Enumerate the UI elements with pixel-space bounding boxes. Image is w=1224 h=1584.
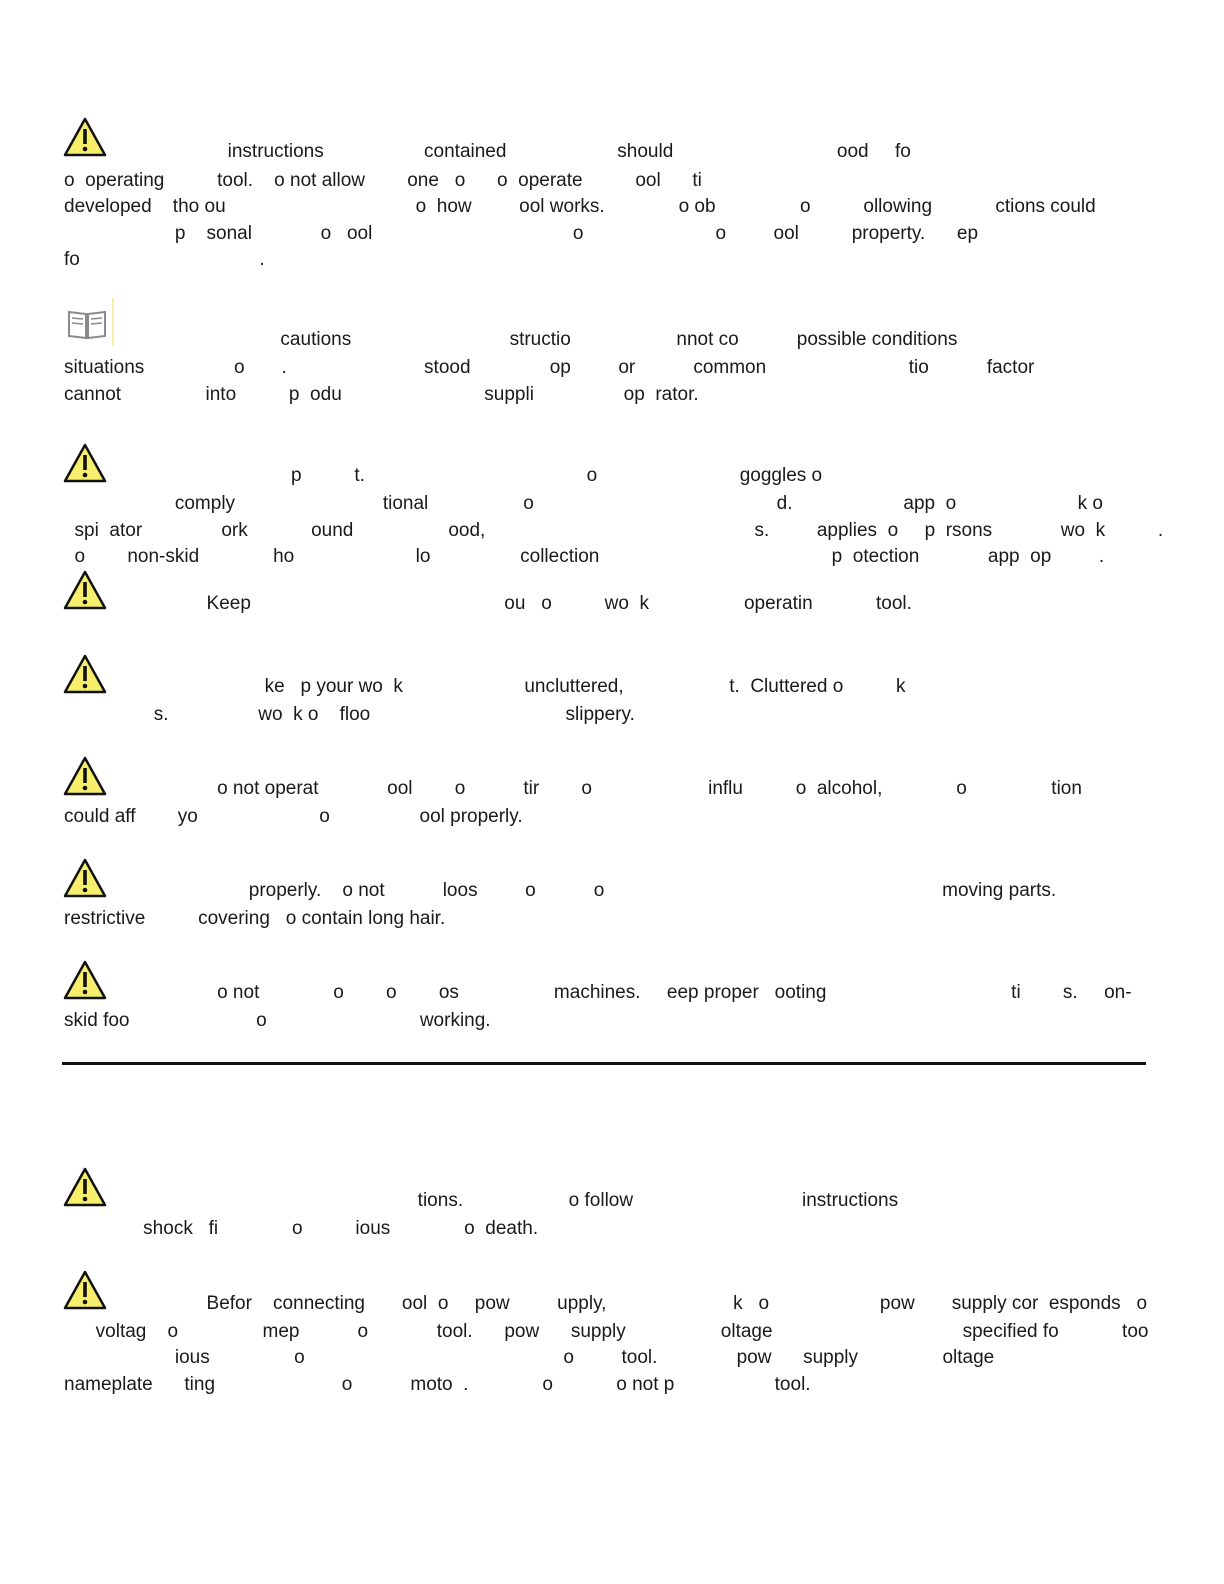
text-line: nameplate ting o moto . o o not p tool.	[64, 1374, 811, 1395]
text-line: o operating tool. o not allow one o o operate ool ti	[64, 170, 702, 191]
text-line: fo .	[64, 249, 265, 270]
text-line: developed tho ou o how ool works. o ob o ollowing ctions could	[64, 196, 1096, 217]
text-line: p sonal o ool o o ool property. ep	[64, 223, 979, 244]
text-line: properly. o not loos o o moving parts.	[64, 880, 1057, 901]
text-line: cautions structio nnot co possible conditions	[64, 329, 958, 350]
text-line: o not operat ool o tir o influ o alcohol, o tion	[64, 778, 1082, 799]
text-line: Keep ou o wo k operatin tool.	[64, 593, 912, 614]
text-line: skid foo o working.	[64, 1010, 491, 1031]
text-line: s. wo k o floo slippery.	[64, 704, 635, 725]
text-line: Befor connecting ool o pow upply, k o pow supply cor esponds o	[64, 1293, 1148, 1314]
text-line: instructions contained should ood fo	[64, 141, 911, 162]
text-line: comply tional o d. app o k o	[64, 493, 1103, 514]
text-line: could aff yo o ool properly.	[64, 806, 523, 827]
text-line: spi ator ork ound ood, s. applies o p rsons wo k .	[64, 520, 1164, 541]
text-line: tions. o follow instructions	[64, 1190, 899, 1211]
text-line: o not o o os machines. eep proper ooting ti s. on-	[64, 982, 1132, 1003]
text-line: p t. o goggles o	[64, 465, 823, 486]
text-line: o non-skid ho lo collection p otection app op .	[64, 546, 1105, 567]
text-line: restrictive covering o contain long hair.	[64, 908, 446, 929]
section-divider	[62, 1062, 1146, 1065]
text-line: voltag o mep o tool. pow supply oltage specified fo too	[64, 1321, 1149, 1342]
text-line: situations o . stood op or common tio factor	[64, 357, 1035, 378]
text-line: ious o o tool. pow supply oltage	[64, 1347, 995, 1368]
text-line: shock fi o ious o death.	[64, 1218, 539, 1239]
text-line: cannot into p odu suppli op rator.	[64, 384, 699, 405]
text-line: ke p your wo k uncluttered, t. Cluttered o k	[64, 676, 906, 697]
